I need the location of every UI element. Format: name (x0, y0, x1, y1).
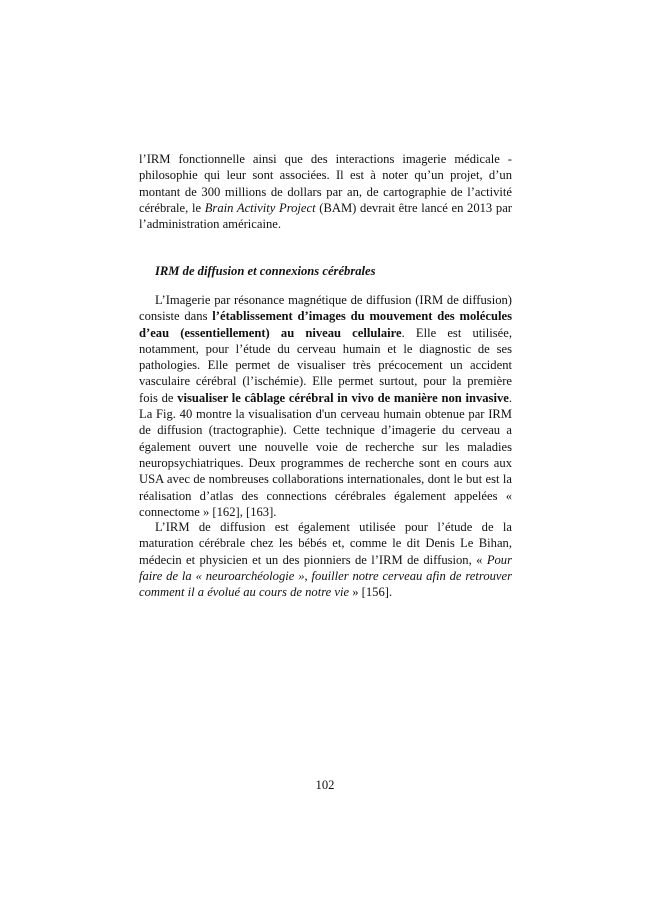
paragraph1-text-start: l’IRM fonctionnelle ainsi que des interactions imagerie médicale - philosophie qui leur sont associées. Il est à noter qu’un projet, d’un montant de 300 millions de dollars par an, de cartographie de l’activité cérébrale, le (139, 152, 512, 215)
paragraph-fmri-bam (139, 151, 512, 232)
paragraph2-bold-wiring: visualiser le câblage cérébral in vivo de manière non invasive (177, 390, 509, 405)
paragraph-diffusion-mri (139, 292, 512, 520)
page-number: 102 (315, 778, 335, 792)
paragraph1-text-end: (BAM) devrait être lancé en 2013 par l’administration américaine. (139, 200, 512, 232)
paragraph3-text-start: L’IRM de diffusion est également utilisée pour l’étude de la maturation cérébrale chez les bébés et, comme le dit Denis Le Bihan, médecin et physicien et un des pionniers de l’IRM de diffusion, « (139, 520, 512, 567)
paragraph-brain-maturation (139, 519, 512, 600)
paragraph2-text-start: L’Imagerie par résonance magnétique de diffusion (IRM de diffusion) consiste dans (139, 293, 512, 324)
brain-activity-project-title: Brain Activity Project (204, 200, 316, 215)
paragraph2-text-end: . La Fig. 40 montre la visualisation d'un cerveau humain obtenue par IRM de diffusion (tractographie). Cette technique d’imagerie du cerveau a également ouvert une nouvelle voie de recherche sur les maladies neuropsychiatriques. Deux programmes de recherche sont en cours aux USA avec de nombreuses collaborations internationales, dont le but est la réalisation d’atlas des connections cérébrales également appelées « connectome » [162], [163]. (139, 390, 512, 519)
le-bihan-quote: Pour faire de la « neuroarchéologie », fouiller notre cerveau afin de retrouver comment il a évolué au cours de notre vie (139, 552, 512, 600)
paragraph3-text-end: » [156]. (349, 585, 393, 600)
section-heading: IRM de diffusion et connexions cérébrales (155, 264, 376, 278)
paragraph2-text-middle: . Elle est utilisée, notamment, pour l’étude du cerveau humain et le diagnostic de ses pathologies. Elle permet de visualiser très précocement un accident vasculaire cérébral (l’ischémie). Elle permet surtout, pour la première fois de (139, 325, 513, 405)
paragraph2-bold-definition: l’établissement d’images du mouvement des molécules d’eau (essentiellement) au niveau cellulaire (139, 309, 512, 340)
